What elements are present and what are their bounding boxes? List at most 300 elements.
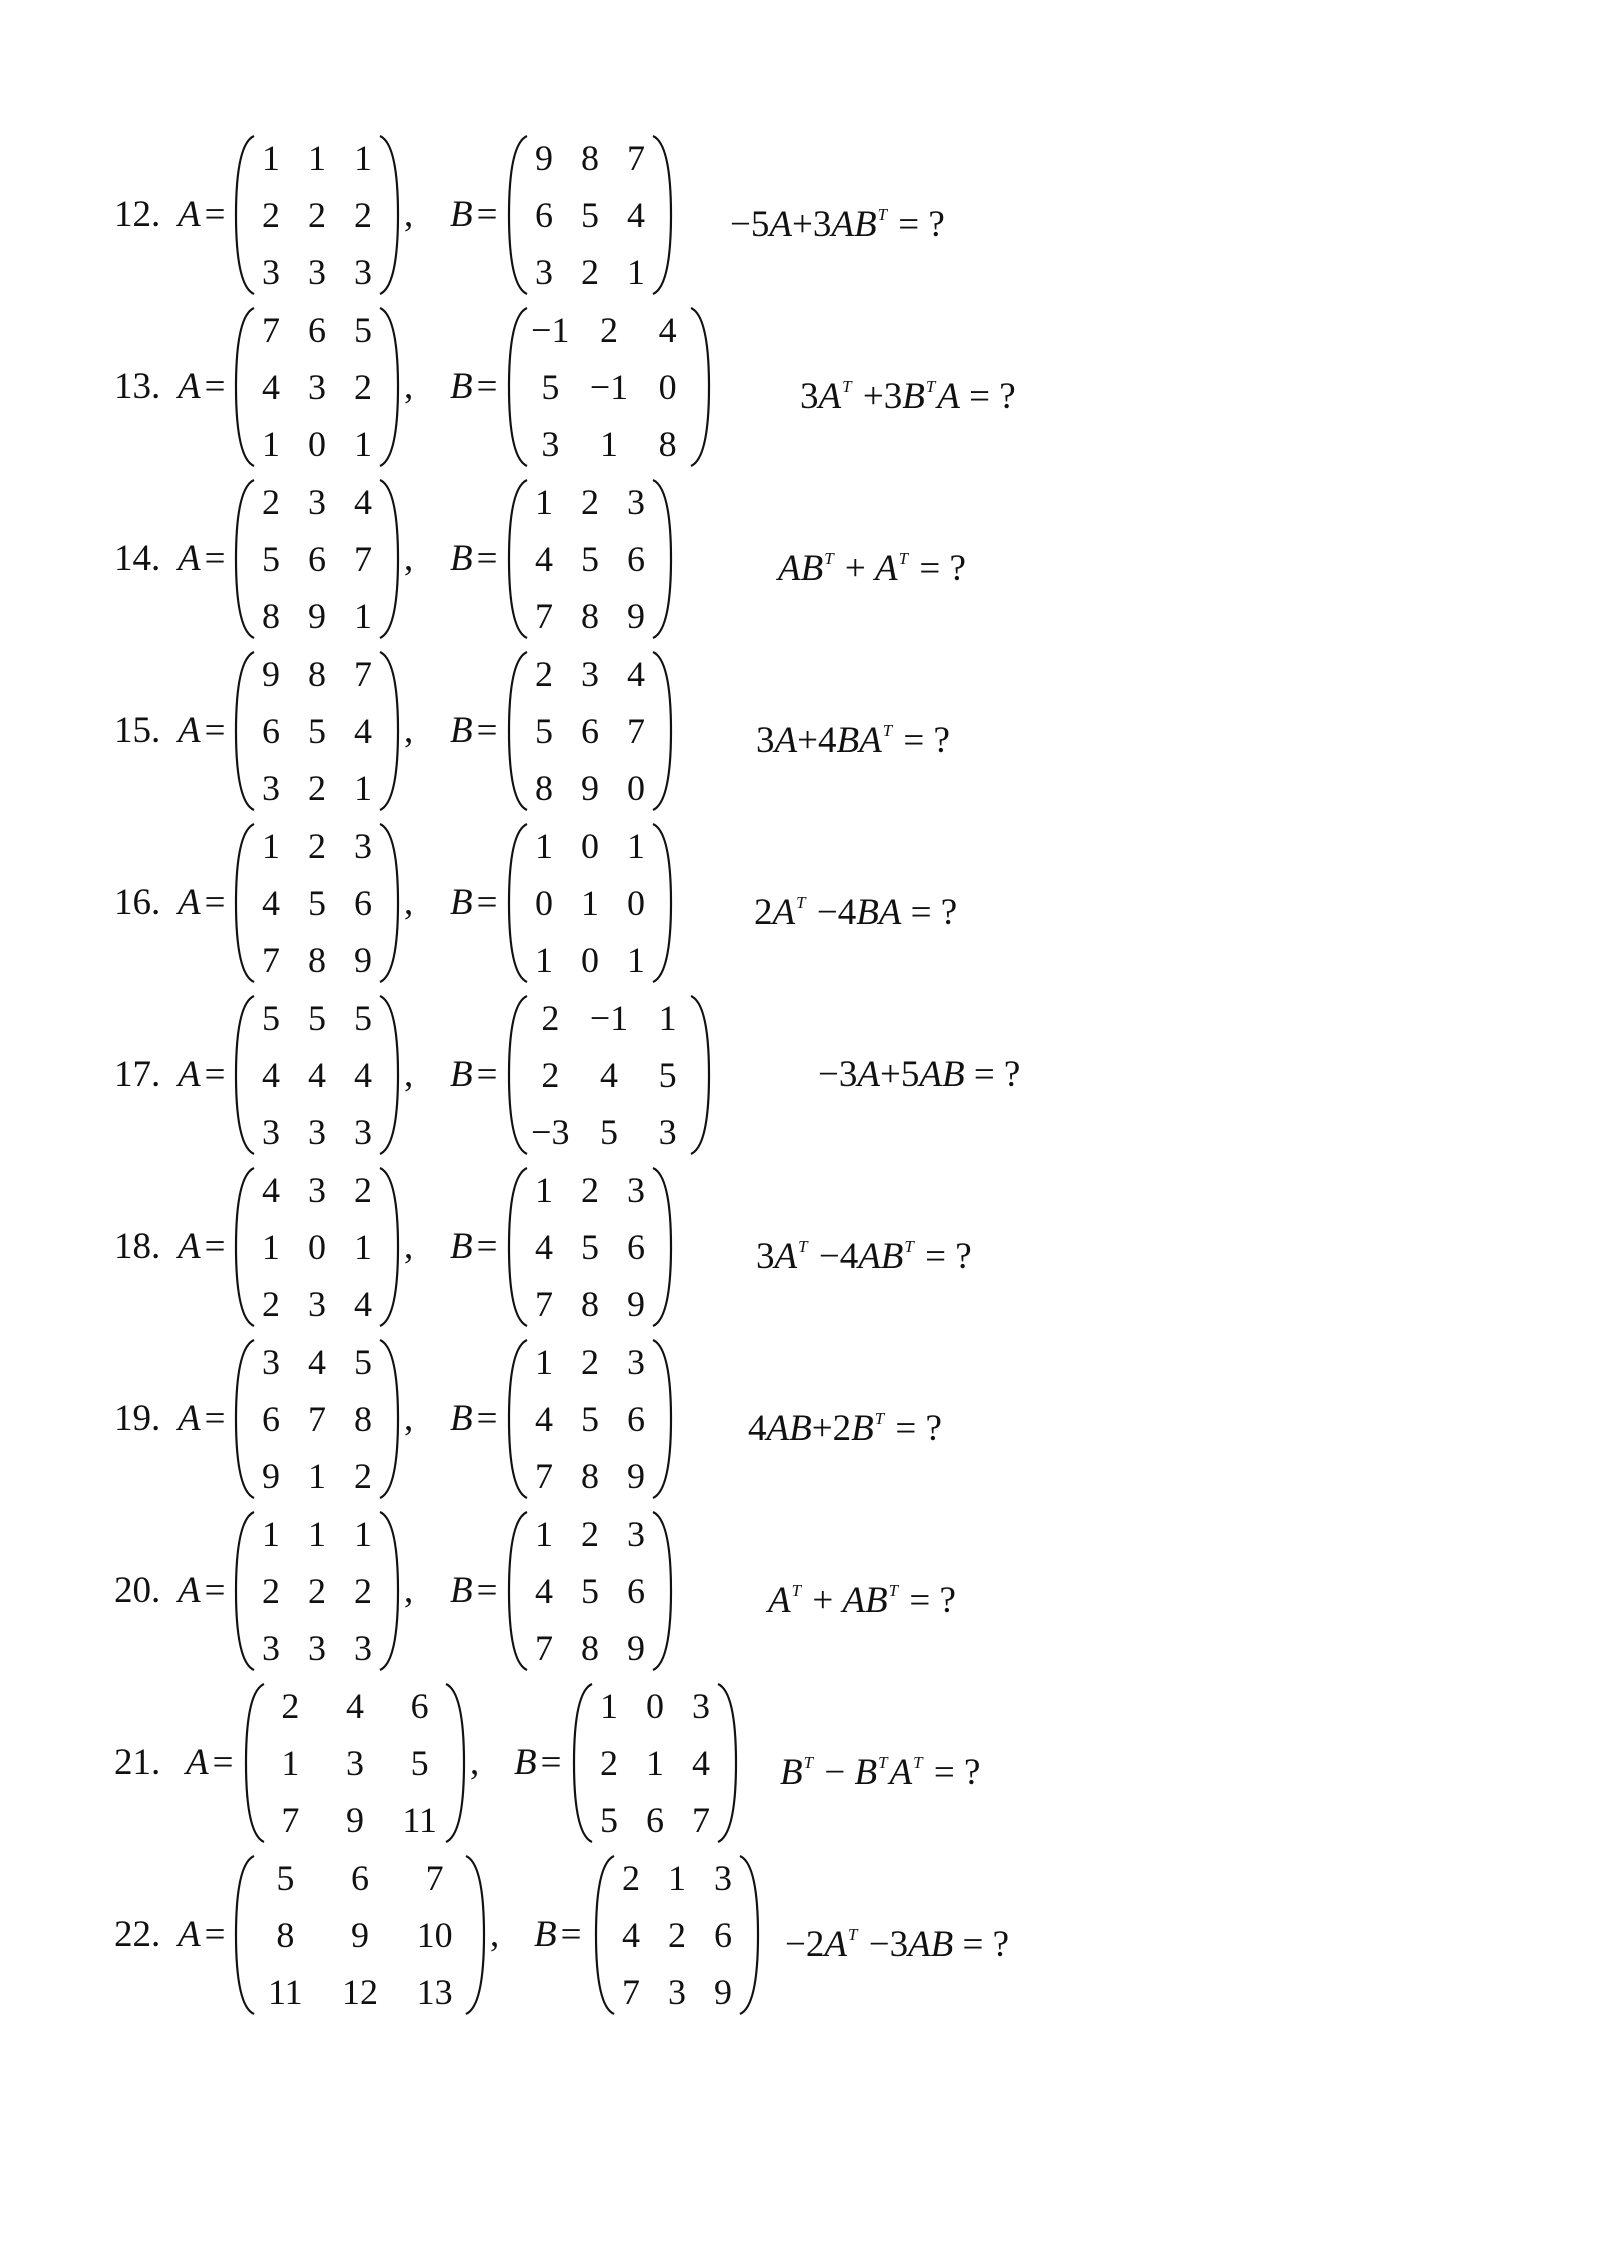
matrix-entry: 1 [354,596,372,636]
matrix-symbol: AB [919,1054,965,1095]
matrix-entry: 1 [354,768,372,808]
matrix-symbol: A [824,1924,847,1965]
matrix-a-label [178,1566,225,1616]
matrix-entry: 4 [535,1227,553,1267]
matrix-entry: 2 [354,1571,372,1611]
matrix-entry: 1 [354,1227,372,1267]
equals-sign: = [204,194,226,235]
equals-sign: = [476,1570,498,1611]
matrix-entry: 1 [581,883,599,923]
label-a-symbol: A [178,1226,201,1267]
matrix-entry: 1 [535,1170,553,1210]
transpose-superscript: T [791,1581,802,1600]
matrix-symbol: A [875,548,898,589]
matrix-symbol: AB [831,204,877,245]
problem-17 [0,990,1600,1160]
matrix-entry: 1 [535,1514,553,1554]
matrix-entry: 2 [581,1342,599,1382]
matrix-entry: −1 [531,310,570,350]
expression-operator: − [815,1752,855,1793]
equals-sign: = [476,1398,498,1439]
matrix-entry: 13 [416,1972,453,2012]
target-expression [778,534,966,594]
matrix-entry: 8 [658,424,677,464]
label-a-symbol: A [178,366,201,407]
equals-sign: = [476,710,498,751]
expression-operator: −3 [859,1924,909,1965]
matrix-entry: 1 [535,826,553,866]
matrix-entry: 5 [599,1112,618,1152]
matrix-b-label [534,1910,581,1960]
matrix-entry: 9 [581,768,599,808]
matrix-entry: 3 [627,482,645,522]
matrix-entry: 2 [668,1915,686,1955]
matrix-a-label [178,362,225,412]
separator-comma: , [404,710,414,751]
matrix-entry: 1 [668,1858,686,1898]
matrix-entry: 3 [262,1628,280,1668]
expression-operator: +4 [797,720,837,761]
matrix-entry: 3 [262,768,280,808]
matrix-b-label [450,1394,497,1444]
transpose-superscript: T [925,377,936,396]
matrix-entry: 0 [581,940,599,980]
problem-number: 17. [114,1054,161,1095]
expression-operator: = ? [901,892,958,933]
matrix-entry: 3 [535,252,553,292]
matrix-entry: 1 [262,424,280,464]
matrix-entry: 4 [308,1055,326,1095]
separator-comma: , [404,1570,414,1611]
expression-operator: 3 [800,376,819,417]
matrix-symbol: A [937,376,960,417]
matrix-entry: 1 [262,826,280,866]
label-a-symbol: A [178,882,201,923]
matrix-entry: 2 [308,768,326,808]
transpose-superscript: T [796,893,806,912]
target-expression [818,1050,1020,1100]
matrix-b-label [450,534,497,584]
expression-operator: −3 [818,1054,858,1095]
matrix-entry: 7 [535,1628,553,1668]
transpose-superscript: T [842,377,852,396]
matrix-entry: 7 [308,1399,326,1439]
matrix-b [507,474,673,644]
matrix-entry: 6 [581,711,599,751]
matrix-entry: 4 [262,367,280,407]
matrix-entry: 6 [350,1858,369,1898]
target-expression [780,1738,980,1798]
expression-operator: −4 [807,892,857,933]
matrix-symbol: B [851,1408,874,1449]
separator-comma: , [404,366,414,407]
matrix-entry: 5 [581,1571,599,1611]
matrix-entry: 3 [308,482,326,522]
transpose-superscript: T [824,549,834,568]
matrix-entry: 7 [262,940,280,980]
matrix-entry: 4 [262,1055,280,1095]
matrix-symbol: AB [842,1580,888,1621]
matrix-entry: 3 [692,1686,710,1726]
matrix-entry: 1 [308,1514,326,1554]
matrix-entry: 9 [627,1284,645,1324]
matrix-entry: 1 [627,826,645,866]
label-b-symbol: B [534,1914,557,1955]
matrix-entry: 2 [535,654,553,694]
label-b-symbol: B [450,538,473,579]
problem-20 [0,1506,1600,1676]
target-expression [754,878,957,938]
matrix-entry: 3 [308,367,326,407]
matrix-entry: 3 [627,1514,645,1554]
problem-22 [0,1850,1600,2020]
problem-number: 20. [114,1570,161,1611]
matrix-entry: 4 [627,195,645,235]
matrix-entry: 3 [541,424,560,464]
matrix-entry: −1 [589,998,629,1038]
problem-21 [0,1678,1600,1848]
matrix-entry: 3 [627,1170,645,1210]
matrix-entry: 6 [627,1399,645,1439]
expression-operator: +3 [791,204,832,245]
matrix-a [234,474,400,644]
expression-operator: = ? [953,1924,1010,1965]
matrix-entry: 9 [535,138,553,178]
matrix-entry: 3 [658,1112,677,1152]
transpose-superscript: T [888,1581,899,1600]
matrix-entry: 8 [262,596,280,636]
matrix-entry: 5 [262,539,280,579]
matrix-b [507,302,711,472]
matrix-entry: 5 [581,539,599,579]
matrix-a [234,646,400,816]
matrix-a [234,302,400,472]
matrix-b-label [514,1738,561,1788]
matrix-entry: 4 [627,654,645,694]
expression-operator: +5 [879,1054,920,1095]
matrix-entry: 5 [581,1227,599,1267]
transpose-superscript: T [798,1237,808,1256]
matrix-b [507,1162,673,1332]
matrix-entry: 4 [308,1342,326,1382]
matrix-entry: 5 [354,998,372,1038]
matrix-entry: 1 [354,424,372,464]
expression-operator: = ? [915,1236,972,1277]
separator-comma: , [404,1398,414,1439]
expression-operator: = ? [900,1580,956,1621]
matrix-symbol: B [854,1752,878,1793]
matrix-entry: 5 [410,1743,429,1783]
matrix-entry: 7 [262,310,280,350]
matrix-entry: 9 [308,596,326,636]
matrix-entry: 8 [581,1284,599,1324]
matrix-entry: 2 [581,252,599,292]
matrix-entry: 3 [354,826,372,866]
matrix-entry: 7 [627,711,645,751]
target-expression [768,1566,956,1626]
matrix-entry: 3 [354,252,372,292]
matrix-entry: 0 [308,424,326,464]
matrix-b [507,646,673,816]
matrix-a-label [178,1394,225,1444]
expression-operator: + [803,1580,843,1621]
separator-comma: , [470,1742,480,1783]
equals-sign: = [204,1054,226,1095]
matrix-a-label [178,878,225,928]
matrix-entry: 6 [714,1915,732,1955]
matrix-entry: 8 [354,1399,372,1439]
matrix-entry: 5 [581,1399,599,1439]
expression-operator: 3 [756,720,775,761]
matrix-entry: 1 [308,138,326,178]
matrix-entry: 7 [425,1858,444,1898]
matrix-entry: 1 [627,940,645,980]
matrix-entry: 7 [692,1800,710,1840]
matrix-entry: 3 [354,1112,372,1152]
matrix-entry: 9 [627,596,645,636]
matrix-symbol: B [780,1752,803,1793]
matrix-entry: 3 [308,1628,326,1668]
expression-operator: = ? [964,1054,1021,1095]
matrix-b-label [450,1050,497,1100]
matrix-b [572,1678,738,1848]
transpose-superscript: T [878,1753,888,1772]
transpose-superscript: T [874,1409,885,1428]
expression-operator: 2 [754,892,773,933]
matrix-symbol: A [857,1054,880,1095]
separator-comma: , [404,194,414,235]
matrix-entry: 8 [581,596,599,636]
matrix-entry: 7 [535,1284,553,1324]
matrix-entry: 9 [354,940,372,980]
target-expression [785,1910,1009,1970]
label-b-symbol: B [514,1742,537,1783]
matrix-entry: 9 [350,1915,369,1955]
matrix-symbol: BA [836,720,882,761]
transpose-superscript: T [803,1753,814,1772]
matrix-entry: 10 [416,1915,453,1955]
matrix-entry: 0 [627,883,645,923]
label-b-symbol: B [450,1226,473,1267]
matrix-entry: 2 [354,1456,372,1496]
transpose-superscript: T [882,721,893,740]
matrix-entry: 3 [668,1972,686,2012]
matrix-entry: 2 [581,482,599,522]
matrix-entry: 0 [581,826,599,866]
matrix-entry: −3 [531,1112,570,1152]
matrix-b [507,1334,673,1504]
matrix-b-label [450,878,497,928]
matrix-entry: 5 [354,1342,372,1382]
matrix-entry: 2 [541,998,560,1038]
equals-sign: = [204,710,226,751]
matrix-entry: 2 [262,1284,280,1324]
matrix-entry: 7 [622,1972,640,2012]
matrix-entry: 5 [658,1055,677,1095]
matrix-entry: 6 [308,310,326,350]
matrix-entry: 8 [581,138,599,178]
matrix-entry: 5 [541,367,560,407]
matrix-symbol: A [774,720,798,761]
equals-sign: = [204,366,226,407]
matrix-entry: 3 [308,1170,326,1210]
expression-operator: 3 [756,1236,775,1277]
matrix-entry: 9 [262,654,280,694]
matrix-entry: 4 [345,1686,364,1726]
matrix-entry: 2 [308,826,326,866]
problem-number: 16. [114,882,161,923]
separator-comma: , [490,1914,500,1955]
problem-12 [0,130,1600,300]
matrix-entry: 5 [276,1858,295,1898]
transpose-superscript: T [898,549,909,568]
equals-sign: = [476,538,498,579]
matrix-entry: 7 [535,596,553,636]
matrix-b [507,818,673,988]
label-b-symbol: B [450,1570,473,1611]
equals-sign: = [476,882,498,923]
matrix-entry: 8 [308,654,326,694]
target-expression [730,190,945,250]
equals-sign: = [212,1742,234,1783]
matrix-entry: 7 [627,138,645,178]
matrix-entry: 5 [262,998,280,1038]
matrix-entry: 9 [714,1972,732,2012]
matrix-symbol: B [902,376,925,417]
matrix-symbol: A [768,1580,791,1621]
problem-number: 15. [114,710,161,751]
separator-comma: , [404,1226,414,1267]
equals-sign: = [476,1054,498,1095]
matrix-entry: 7 [354,539,372,579]
matrix-entry: 3 [308,1112,326,1152]
matrix-entry: 5 [354,310,372,350]
transpose-superscript: T [877,205,888,224]
matrix-entry: 6 [262,1399,280,1439]
matrix-a-label [178,534,225,584]
matrix-entry: 6 [410,1686,429,1726]
expression-operator: = ? [886,1408,942,1449]
matrix-entry: 6 [354,883,372,923]
matrix-a-label [186,1738,233,1788]
matrix-symbol: A [818,376,842,417]
matrix-entry: 4 [658,310,677,350]
matrix-entry: 11 [402,1800,437,1840]
matrix-entry: 0 [308,1227,326,1267]
matrix-entry: 1 [535,482,553,522]
transpose-superscript: T [913,1753,923,1772]
matrix-entry: 4 [535,539,553,579]
matrix-entry: 8 [581,1628,599,1668]
matrix-entry: 9 [262,1456,280,1496]
matrix-entry: 3 [262,1112,280,1152]
matrix-entry: 2 [281,1686,300,1726]
target-expression [756,1222,972,1282]
matrix-entry: 3 [714,1858,732,1898]
matrix-entry: 3 [627,1342,645,1382]
matrix-b-label [450,706,497,756]
matrix-a [234,990,400,1160]
matrix-entry: 4 [262,883,280,923]
matrix-entry: 3 [354,1628,372,1668]
matrix-entry: 6 [627,1571,645,1611]
equals-sign: = [204,882,226,923]
matrix-b [594,1850,760,2020]
label-b-symbol: B [450,882,473,923]
transpose-superscript: T [847,1925,858,1944]
matrix-a-label [178,190,225,240]
target-expression [748,1394,942,1454]
matrix-entry: 9 [627,1628,645,1668]
matrix-a-label [178,1222,225,1272]
label-a-symbol: A [178,1054,201,1095]
matrix-symbol: BA [856,892,902,933]
matrix-a-label [178,1050,225,1100]
matrix-a [234,1334,400,1504]
problem-number: 13. [114,366,161,407]
matrix-entry: 3 [262,252,280,292]
matrix-entry: 1 [354,138,372,178]
matrix-b-label [450,190,497,240]
matrix-entry: 12 [341,1972,378,2012]
matrix-entry: −1 [589,367,629,407]
matrix-entry: 2 [599,310,618,350]
matrix-b [507,130,673,300]
matrix-entry: 8 [276,1915,295,1955]
equals-sign: = [540,1742,562,1783]
matrix-entry: 1 [281,1743,300,1783]
matrix-entry: 4 [692,1743,710,1783]
matrix-entry: 0 [646,1686,664,1726]
matrix-entry: 2 [262,482,280,522]
matrix-entry: 4 [354,482,372,522]
matrix-symbol: AB [908,1924,954,1965]
expression-operator: = ? [910,548,966,589]
equals-sign: = [204,1570,226,1611]
matrix-symbol: A [889,1752,913,1793]
label-b-symbol: B [450,194,473,235]
matrix-symbol: A [774,1236,798,1277]
equals-sign: = [204,1398,226,1439]
expression-operator: −5 [730,204,770,245]
equals-sign: = [476,366,498,407]
matrix-entry: 5 [600,1800,618,1840]
matrix-entry: 2 [354,1170,372,1210]
matrix-entry: 0 [627,768,645,808]
matrix-entry: 3 [345,1743,364,1783]
matrix-entry: 8 [308,940,326,980]
matrix-entry: 3 [308,1284,326,1324]
equals-sign: = [476,194,498,235]
matrix-entry: 6 [627,539,645,579]
label-a-symbol: A [178,1914,201,1955]
label-a-symbol: A [178,1570,201,1611]
matrix-entry: 7 [354,654,372,694]
matrix-entry: 4 [535,1399,553,1439]
matrix-entry: 1 [627,252,645,292]
matrix-entry: 4 [354,1055,372,1095]
matrix-a [234,130,400,300]
matrix-entry: 7 [535,1456,553,1496]
equals-sign: = [476,1226,498,1267]
matrix-a [234,1506,400,1676]
equals-sign: = [560,1914,582,1955]
matrix-entry: 2 [308,1571,326,1611]
matrix-entry: 6 [627,1227,645,1267]
equals-sign: = [204,538,226,579]
problem-18 [0,1162,1600,1332]
label-a-symbol: A [178,194,201,235]
